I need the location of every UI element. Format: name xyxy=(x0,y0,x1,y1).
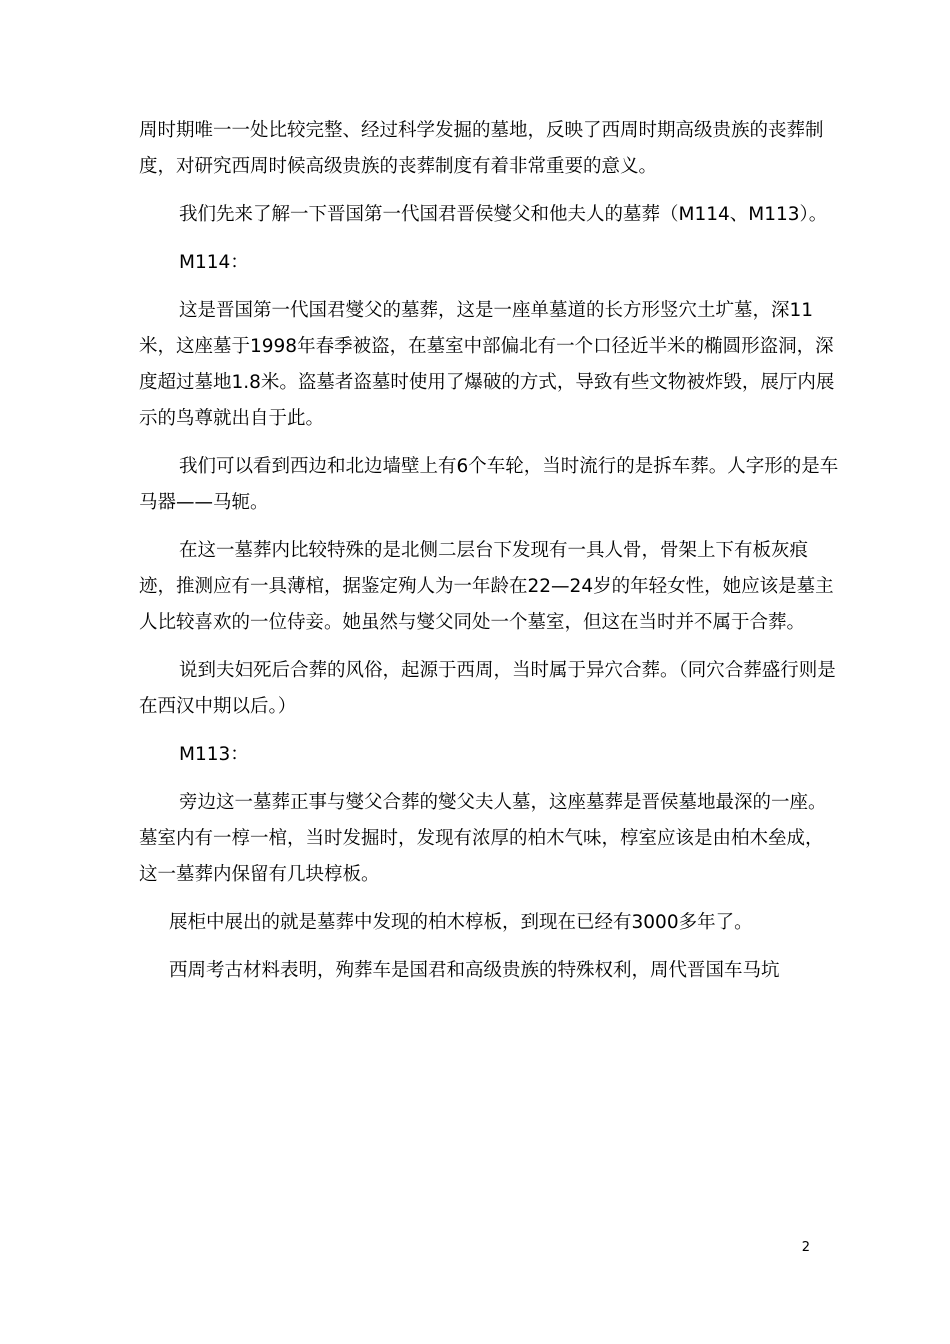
paragraph: 说到夫妇死后合葬的风俗，起源于西周，当时属于异穴合葬。（同穴合葬盛行则是在西汉中期以后。） xyxy=(139,660,836,717)
section-heading-m114: M114： xyxy=(179,252,249,273)
paragraph: 周时期唯一一处比较完整、经过科学发掘的墓地，反映了西周时期高级贵族的丧葬制度，对研究西周时候高级贵族的丧葬制度有着非常重要的意义。 xyxy=(139,120,824,177)
section-heading-m113: M113： xyxy=(179,744,249,765)
paragraph: 我们可以看到西边和北边墙壁上有6个车轮，当时流行的是拆车葬。人字形的是车马器——马轭。 xyxy=(139,456,839,513)
body-text xyxy=(139,113,839,1001)
page-number: 2 xyxy=(801,1240,810,1255)
paragraph: 旁边这一墓葬正事与燮父合葬的燮父夫人墓，这座墓葬是晋侯墓地最深的一座。墓室内有一椁一棺，当时发掘时，发现有浓厚的柏木气味，椁室应该是由柏木垒成，这一墓葬内保留有几块椁板。 xyxy=(139,792,827,885)
paragraph: 西周考古材料表明，殉葬车是国君和高级贵族的特殊权利，周代晋国车马坑 xyxy=(169,960,780,981)
paragraph: 这是晋国第一代国君燮父的墓葬，这是一座单墓道的长方形竖穴土圹墓，深11米，这座墓于1998年春季被盗，在墓室中部偏北有一个口径近半米的椭圆形盗洞，深度超过墓地1.8米。盗墓者盗墓时使用了爆破的方式，导致有些文物被炸毁，展厅内展示的鸟尊就出自于此。 xyxy=(139,300,835,429)
paragraph: 在这一墓葬内比较特殊的是北侧二层台下发现有一具人骨，骨架上下有板灰痕迹，推测应有一具薄棺，据鉴定殉人为一年龄在22—24岁的年轻女性，她应该是墓主人比较喜欢的一位侍妾。她虽然与燮父同处一个墓室，但这在当时并不属于合葬。 xyxy=(139,540,834,633)
paragraph: 我们先来了解一下晋国第一代国君晋侯燮父和他夫人的墓葬（M114、M113）。 xyxy=(179,204,828,225)
paragraph: 展柜中展出的就是墓葬中发现的柏木椁板，到现在已经有3000多年了。 xyxy=(169,912,753,933)
